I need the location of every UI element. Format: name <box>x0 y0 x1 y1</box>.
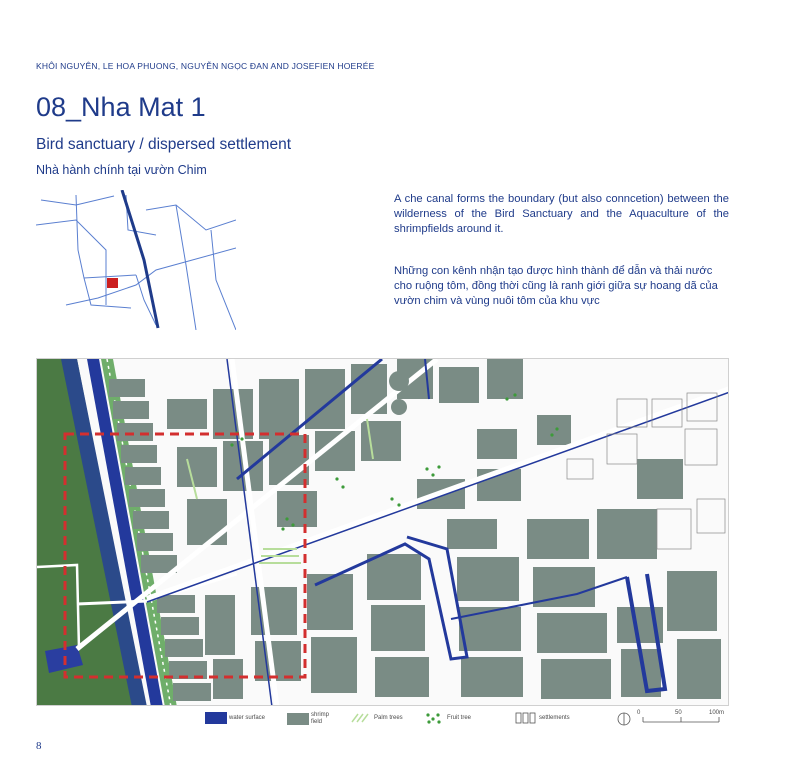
english-paragraph: A che canal forms the boundary (but also conncetion) between the wilderness of the Bird Sanctuary and the Aquaculture of the shrimpfields around it. <box>394 193 729 235</box>
vietnamese-subtitle: Nhà hành chính tại vườn Chim <box>36 163 207 177</box>
water-swatch <box>205 712 227 724</box>
location-marker <box>107 278 118 288</box>
settlement-icon <box>515 712 537 724</box>
page-subtitle: Bird sanctuary / dispersed settlement <box>36 136 292 153</box>
page-number: 8 <box>36 740 42 752</box>
palm-swatch <box>350 712 372 724</box>
legend-shrimp: shrimp field <box>287 712 335 726</box>
fruit-tree-icon <box>423 712 445 724</box>
scale-bar: 0 50 100m <box>617 712 721 726</box>
legend-fruit: Fruit tree <box>423 712 471 724</box>
legend-palm: Palm trees <box>350 712 403 724</box>
map-legend <box>205 712 735 734</box>
page-title: 08_Nha Mat 1 <box>36 92 206 122</box>
shrimp-swatch <box>287 713 309 725</box>
legend-water: water surface <box>205 712 265 724</box>
site-plan-map <box>36 358 729 706</box>
legend-settlements: settlements <box>515 712 570 724</box>
location-minimap <box>36 190 236 330</box>
authors-header: KHÔI NGUYÊN, LE HOA PHUONG, NGUYỄN NGỌC ĐAN AND JOSEFIEN HOERÉE <box>36 61 375 71</box>
vietnamese-paragraph: Những con kênh nhận tạo được hình thành để dẫn và thải nước cho ruộng tôm, đồng thời cũng là ranh giới giữa sự hoang dã của vườn chim và vùng nuôi tôm của khu vực <box>394 265 718 307</box>
